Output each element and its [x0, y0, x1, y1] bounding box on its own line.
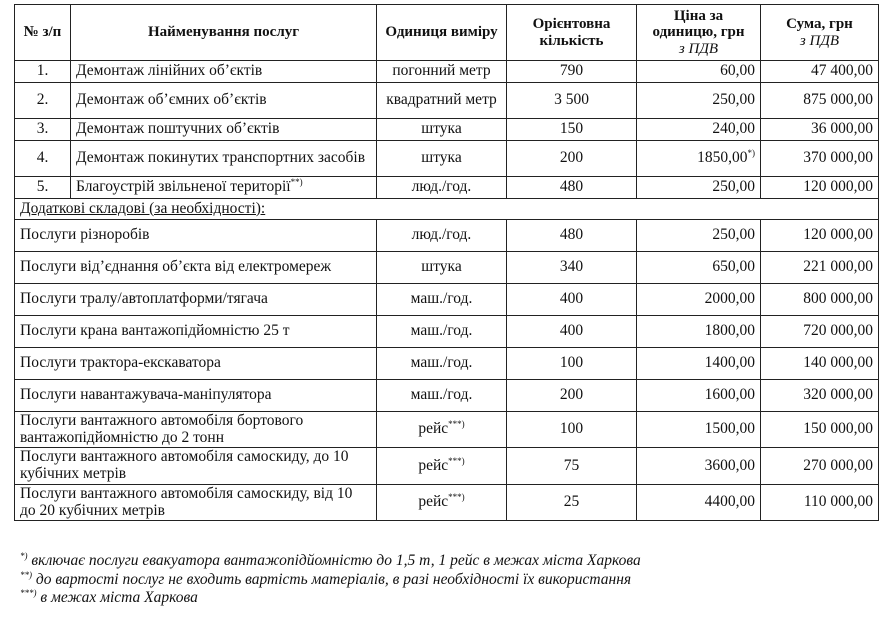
unit-text: штука [421, 258, 462, 276]
footnote-mark: ***) [448, 492, 465, 503]
row-sum: 320 000,00 [761, 380, 879, 412]
price-text: 250,00 [712, 178, 755, 196]
service-name-text: Демонтаж покинутих транспортних засобів [76, 149, 366, 167]
unit-text: маш./год. [410, 322, 473, 340]
row-service-name: Послуги вантажного автомобіля самоскиду, від 10 до 20 кубічних метрів [15, 484, 377, 520]
row-sum: 120 000,00 [761, 220, 879, 252]
row-price: 1400,00 [637, 348, 761, 380]
header-qty: Орієнтовна кількість [507, 5, 637, 61]
row-price: 3600,00 [637, 448, 761, 484]
row-sum: 875 000,00 [761, 83, 879, 119]
services-price-table [14, 4, 879, 521]
unit-text: маш./год. [410, 354, 473, 372]
row-qty: 480 [507, 220, 637, 252]
row-sum: 720 000,00 [761, 316, 879, 348]
row-qty: 400 [507, 316, 637, 348]
unit-text: рейс [418, 456, 449, 474]
row-sum: 270 000,00 [761, 448, 879, 484]
row-price: 1500,00 [637, 412, 761, 448]
row-price: 650,00 [637, 252, 761, 284]
footnote-mark: *) [747, 147, 755, 158]
table-row [15, 484, 879, 520]
header-sum [761, 5, 879, 61]
row-unit: квадратний метр [377, 83, 507, 119]
row-num: 2. [15, 83, 71, 119]
row-service-name: Послуги різноробів [15, 220, 377, 252]
row-unit [377, 348, 507, 380]
footnote-2 [20, 571, 641, 590]
footnotes [20, 552, 641, 608]
table-row [15, 220, 879, 252]
row-num: 5. [15, 177, 71, 199]
row-unit: люд./год. [377, 177, 507, 199]
row-qty: 100 [507, 348, 637, 380]
row-service-name [71, 177, 377, 199]
row-service-name [71, 141, 377, 177]
header-name: Найменування послуг [71, 5, 377, 61]
unit-text: маш./год. [410, 290, 473, 308]
table-row [15, 141, 879, 177]
row-qty: 200 [507, 141, 637, 177]
row-service-name [71, 119, 377, 141]
header-price [637, 5, 761, 61]
price-text: 250,00 [712, 91, 755, 109]
row-service-name: Послуги крана вантажопідйомністю 25 т [15, 316, 377, 348]
row-num: 1. [15, 61, 71, 83]
row-price [637, 61, 761, 83]
service-name-text: Благоустрій звільненої території [76, 178, 291, 196]
row-unit [377, 380, 507, 412]
row-unit: штука [377, 141, 507, 177]
unit-text: маш./год. [410, 386, 473, 404]
row-qty: 400 [507, 284, 637, 316]
table-row [15, 83, 879, 119]
row-sum: 221 000,00 [761, 252, 879, 284]
row-unit: погонний метр [377, 61, 507, 83]
row-qty: 150 [507, 119, 637, 141]
price-text: 240,00 [712, 120, 755, 138]
row-price [637, 141, 761, 177]
footnote-mark: *) [20, 550, 28, 561]
row-price: 1600,00 [637, 380, 761, 412]
footnote-mark: ***) [448, 455, 465, 466]
table-row [15, 380, 879, 412]
header-num: № з/п [15, 5, 71, 61]
row-sum: 370 000,00 [761, 141, 879, 177]
table-row [15, 177, 879, 199]
row-qty: 200 [507, 380, 637, 412]
extra-section-heading [15, 199, 879, 220]
service-name-text: Демонтаж поштучних об’єктів [76, 120, 280, 138]
service-name-text: Демонтаж об’ємних об’єктів [76, 91, 267, 109]
unit-text: рейс [418, 493, 449, 511]
row-qty: 3 500 [507, 83, 637, 119]
table-row [15, 316, 879, 348]
row-num: 4. [15, 141, 71, 177]
extra-section-heading-text: Додаткові складові (за необхідності): [20, 199, 266, 217]
row-qty: 340 [507, 252, 637, 284]
footnote-1 [20, 552, 641, 571]
row-service-name: Послуги вантажного автомобіля бортового вантажопідйомністю до 2 тонн [15, 412, 377, 448]
row-service-name [71, 83, 377, 119]
header-sum-vat: з ПДВ [799, 32, 840, 49]
table-body [15, 61, 879, 521]
row-price: 250,00 [637, 220, 761, 252]
table-row [15, 61, 879, 83]
row-unit [377, 252, 507, 284]
footnote-3 [20, 589, 641, 608]
row-sum: 120 000,00 [761, 177, 879, 199]
row-service-name [71, 61, 377, 83]
row-unit: штука [377, 119, 507, 141]
row-service-name: Послуги вантажного автомобіля самоскиду, до 10 кубічних метрів [15, 448, 377, 484]
row-unit [377, 220, 507, 252]
row-sum: 140 000,00 [761, 348, 879, 380]
table-row [15, 284, 879, 316]
row-unit [377, 484, 507, 520]
row-qty: 25 [507, 484, 637, 520]
header-price-vat: з ПДВ [678, 40, 719, 57]
price-text: 60,00 [720, 62, 755, 80]
row-price: 1800,00 [637, 316, 761, 348]
row-unit [377, 448, 507, 484]
table-row [15, 348, 879, 380]
row-service-name: Послуги трактора-екскаватора [15, 348, 377, 380]
row-num: 3. [15, 119, 71, 141]
row-unit [377, 412, 507, 448]
row-sum: 150 000,00 [761, 412, 879, 448]
footnote-text: в межах міста Харкова [36, 589, 198, 607]
row-service-name: Послуги від’єднання об’єкта від електромереж [15, 252, 377, 284]
row-price: 4400,00 [637, 484, 761, 520]
footnote-mark: **) [290, 176, 303, 187]
row-price [637, 119, 761, 141]
unit-text: люд./год. [411, 226, 472, 244]
header-unit: Одиниця виміру [377, 5, 507, 61]
row-qty: 75 [507, 448, 637, 484]
row-sum: 800 000,00 [761, 284, 879, 316]
service-name-text: Демонтаж лінійних об’єктів [76, 62, 263, 80]
footnote-text: до вартості послуг не входить вартість матеріалів, в разі необхідності їх використання [32, 570, 632, 588]
table-row [15, 252, 879, 284]
extra-section-heading-row [15, 199, 879, 220]
row-qty: 100 [507, 412, 637, 448]
row-price [637, 83, 761, 119]
row-sum: 110 000,00 [761, 484, 879, 520]
row-sum: 36 000,00 [761, 119, 879, 141]
row-sum: 47 400,00 [761, 61, 879, 83]
row-service-name: Послуги навантажувача-маніпулятора [15, 380, 377, 412]
row-unit [377, 316, 507, 348]
footnote-mark: **) [20, 569, 32, 580]
header-price-label: Ціна за одиницю, грн [652, 8, 745, 41]
footnote-text: включає послуги евакуатора вантажопідйомністю до 1,5 т, 1 рейс в межах міста Харкова [27, 552, 641, 569]
table-header-row [15, 5, 879, 61]
footnote-mark: ***) [448, 419, 465, 430]
table-row [15, 119, 879, 141]
table-row [15, 448, 879, 484]
price-text: 1850,00 [697, 149, 748, 167]
table-row [15, 412, 879, 448]
footnote-mark: ***) [20, 588, 37, 599]
row-qty: 480 [507, 177, 637, 199]
row-price: 2000,00 [637, 284, 761, 316]
row-service-name: Послуги тралу/автоплатформи/тягача [15, 284, 377, 316]
header-sum-label: Сума, грн [786, 16, 853, 33]
row-qty: 790 [507, 61, 637, 83]
row-unit [377, 284, 507, 316]
unit-text: рейс [418, 420, 449, 438]
row-price [637, 177, 761, 199]
